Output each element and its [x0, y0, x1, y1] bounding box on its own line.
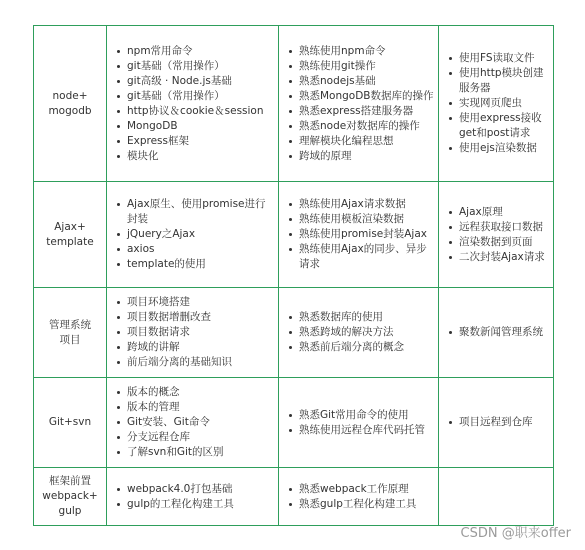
list-item: 熟悉前后端分离的概念: [279, 340, 434, 355]
list-item: 熟悉gulp工程化构建工具: [279, 497, 434, 512]
list-item: 熟练使用npm命令: [279, 44, 434, 59]
topic-cell: [34, 288, 107, 378]
topic-label: Git+svn: [48, 416, 92, 428]
course-outline-table: [33, 25, 554, 526]
list-item: 熟悉Git常用命令的使用: [279, 408, 434, 423]
bullet-list: [279, 310, 438, 355]
bullet-list: [107, 44, 278, 164]
list-item: 渲染数据到页面: [439, 235, 549, 250]
bullet-list: [439, 51, 553, 156]
bullet-list: [439, 415, 553, 430]
list-item: 使用http模块创建服务器: [439, 66, 549, 96]
list-item: 熟悉express搭建服务器: [279, 104, 434, 119]
bullet-list: [107, 295, 278, 370]
table-row: [34, 288, 554, 378]
topic-label: node+: [52, 89, 88, 102]
list-item: git高级 · Node.js基础: [107, 74, 274, 89]
list-item: 项目远程到仓库: [439, 415, 549, 430]
list-item: 聚数新闻管理系统: [439, 325, 549, 340]
list-item: Ajax原理: [439, 205, 549, 220]
bullet-list: [107, 197, 278, 272]
list-item: gulp的工程化构建工具: [107, 497, 274, 512]
table-row: [34, 182, 554, 288]
list-item: Git安装、Git命令: [107, 415, 274, 430]
list-item: git基础（常用操作）: [107, 89, 274, 104]
topic-label: mogodb: [48, 104, 92, 117]
topic-cell: [34, 378, 107, 468]
list-item: 熟悉nodejs基础: [279, 74, 434, 89]
list-item: MongoDB: [107, 119, 274, 134]
practice-cell: [439, 378, 554, 468]
list-item: 熟练使用Ajax请求数据: [279, 197, 434, 212]
list-item: 熟悉MongoDB数据库的操作: [279, 89, 434, 104]
course-content-cell: [107, 468, 279, 526]
course-content-cell: [107, 182, 279, 288]
list-item: 熟悉webpack工作原理: [279, 482, 434, 497]
topic-cell: [34, 468, 107, 526]
list-item: axios: [107, 242, 274, 257]
list-item: 熟练使用git操作: [279, 59, 434, 74]
bullet-list: [107, 385, 278, 460]
list-item: 使用ejs渲染数据: [439, 141, 549, 156]
bullet-list: [439, 325, 553, 340]
list-item: http协议＆cookie＆session: [107, 104, 274, 119]
list-item: 模块化: [107, 149, 274, 164]
topic-label: 项目: [59, 333, 81, 346]
practice-cell: [439, 468, 554, 526]
list-item: Express框架: [107, 134, 274, 149]
list-item: 了解svn和Git的区别: [107, 445, 274, 460]
table-row: [34, 26, 554, 182]
list-item: Ajax原生、使用promise进行封装: [107, 197, 274, 227]
list-item: 项目数据请求: [107, 325, 274, 340]
list-item: 理解模块化编程思想: [279, 134, 434, 149]
list-item: npm常用命令: [107, 44, 274, 59]
list-item: 跨域的讲解: [107, 340, 274, 355]
bullet-list: [107, 482, 278, 512]
topic-label: webpack+: [42, 490, 98, 502]
list-item: 前后端分离的基础知识: [107, 355, 274, 370]
learning-goals-cell: [279, 26, 439, 182]
list-item: 项目数据增删改查: [107, 310, 274, 325]
list-item: template的使用: [107, 257, 274, 272]
topic-label: Ajax+: [54, 220, 86, 233]
bullet-list: [279, 482, 438, 512]
bullet-list: [279, 197, 438, 272]
bullet-list: [439, 205, 553, 265]
bullet-list: [279, 44, 438, 164]
list-item: 熟练使用远程仓库代码托管: [279, 423, 434, 438]
list-item: 二次封装Ajax请求: [439, 250, 549, 265]
list-item: webpack4.0打包基础: [107, 482, 274, 497]
learning-goals-cell: [279, 378, 439, 468]
practice-cell: [439, 182, 554, 288]
list-item: jQuery之Ajax: [107, 227, 274, 242]
list-item: 熟练使用模板渲染数据: [279, 212, 434, 227]
list-item: 跨域的原理: [279, 149, 434, 164]
practice-cell: [439, 26, 554, 182]
list-item: 熟悉数据库的使用: [279, 310, 434, 325]
watermark: CSDN @职来offer: [460, 526, 571, 541]
list-item: 版本的概念: [107, 385, 274, 400]
learning-goals-cell: [279, 182, 439, 288]
table-body: [34, 26, 554, 526]
table-row: [34, 468, 554, 526]
list-item: 熟悉node对数据库的操作: [279, 119, 434, 134]
topic-cell: [34, 182, 107, 288]
list-item: 远程获取接口数据: [439, 220, 549, 235]
practice-cell: [439, 288, 554, 378]
list-item: 分支远程仓库: [107, 430, 274, 445]
learning-goals-cell: [279, 288, 439, 378]
list-item: 使用express接收get和post请求: [439, 111, 549, 141]
topic-cell: [34, 26, 107, 182]
topic-label: gulp: [58, 505, 82, 517]
list-item: 版本的管理: [107, 400, 274, 415]
course-content-cell: [107, 288, 279, 378]
bullet-list: [279, 408, 438, 438]
course-content-cell: [107, 378, 279, 468]
topic-label: 管理系统: [49, 318, 91, 331]
learning-goals-cell: [279, 468, 439, 526]
list-item: 实现网页爬虫: [439, 96, 549, 111]
topic-label: template: [46, 235, 94, 248]
list-item: 熟悉跨域的解决方法: [279, 325, 434, 340]
list-item: 熟练使用Ajax的同步、异步请求: [279, 242, 434, 272]
list-item: 项目环境搭建: [107, 295, 274, 310]
course-content-cell: [107, 26, 279, 182]
topic-label: 框架前置: [49, 475, 91, 487]
list-item: 使用FS读取文件: [439, 51, 549, 66]
table-row: [34, 378, 554, 468]
list-item: 熟练使用promise封装Ajax: [279, 227, 434, 242]
list-item: git基础（常用操作）: [107, 59, 274, 74]
